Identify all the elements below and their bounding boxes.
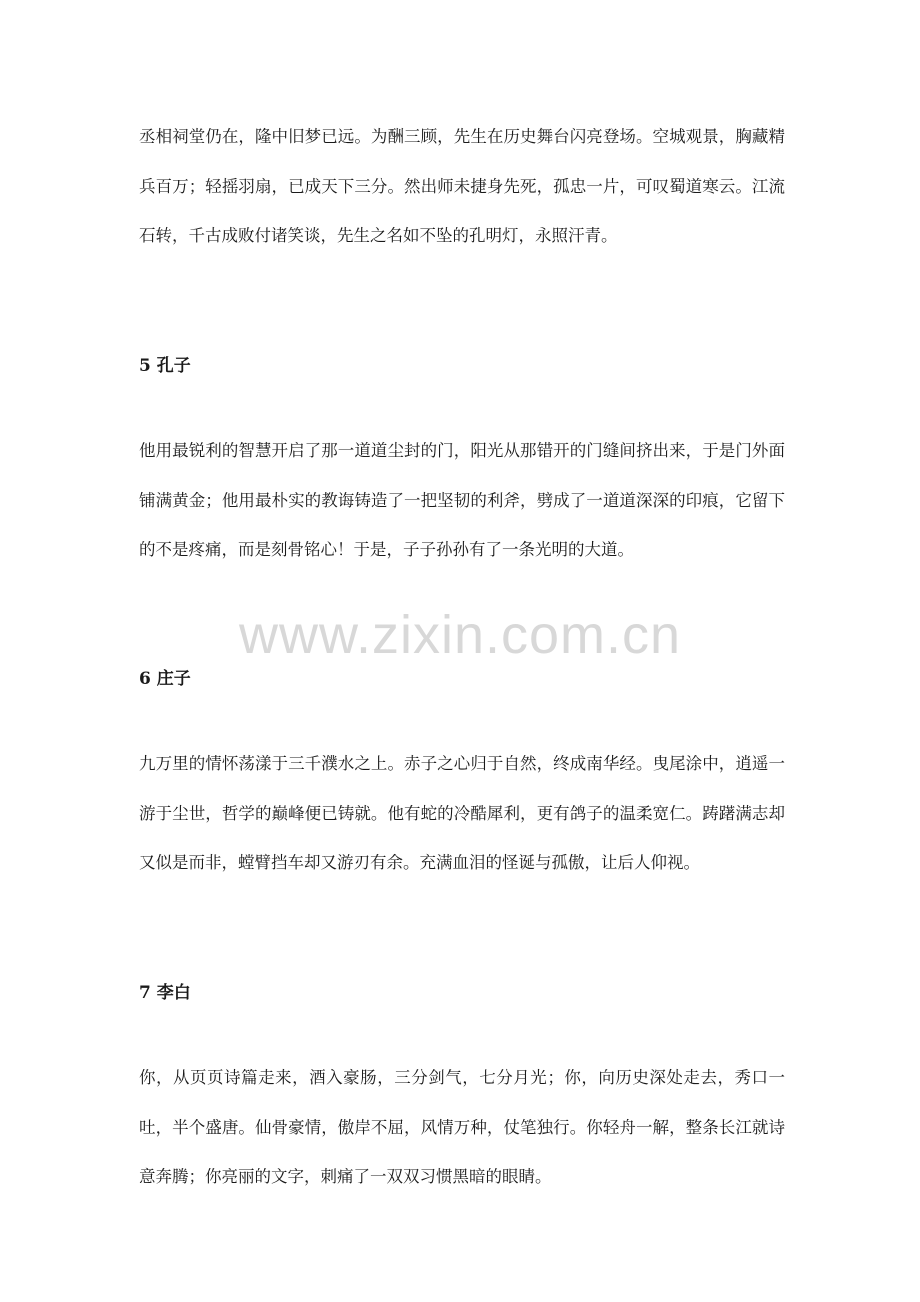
section-heading-zhuangzi: 6 庄子	[139, 669, 191, 689]
watermark: www.zixin.com.cn	[238, 605, 682, 665]
paragraph-li-bai: 你，从页页诗篇走来，酒入豪肠，三分剑气，七分月光；你，向历史深处走去，秀口一吐，半个盛唐。仙骨豪情，傲岸不屈，风情万种，仗笔独行。你轻舟一解，整条长江就诗意奔腾；你亮丽的文字，刺痛了一双双习惯黑暗的眼睛。	[139, 1068, 785, 1186]
paragraph-confucius: 他用最锐利的智慧开启了那一道道尘封的门，阳光从那错开的门缝间挤出来，于是门外面铺满黄金；他用最朴实的教诲铸造了一把坚韧的利斧，劈成了一道道深深的印痕，它留下的不是疼痛，而是刻骨铭心！于是，子子孙孙有了一条光明的大道。	[139, 441, 785, 559]
paragraph-zhuge-liang: 丞相祠堂仍在，隆中旧梦已远。为酬三顾，先生在历史舞台闪亮登场。空城观景，胸藏精兵百万；轻摇羽扇，已成天下三分。然出师未捷身先死，孤忠一片，可叹蜀道寒云。江流石转，千古成败付诸笑谈，先生之名如不坠的孔明灯，永照汗青。	[139, 127, 785, 245]
section-heading-li-bai: 7 李白	[139, 983, 191, 1003]
paragraph-zhuangzi: 九万里的情怀荡漾于三千濮水之上。赤子之心归于自然，终成南华经。曳尾涂中，逍遥一游于尘世，哲学的巅峰便已铸就。他有蛇的冷酷犀利，更有鸽子的温柔宽仁。踌躇满志却又似是而非，螳臂挡车却又游刃有余。充满血泪的怪诞与孤傲，让后人仰视。	[139, 754, 785, 872]
section-heading-confucius: 5 孔子	[139, 356, 191, 376]
